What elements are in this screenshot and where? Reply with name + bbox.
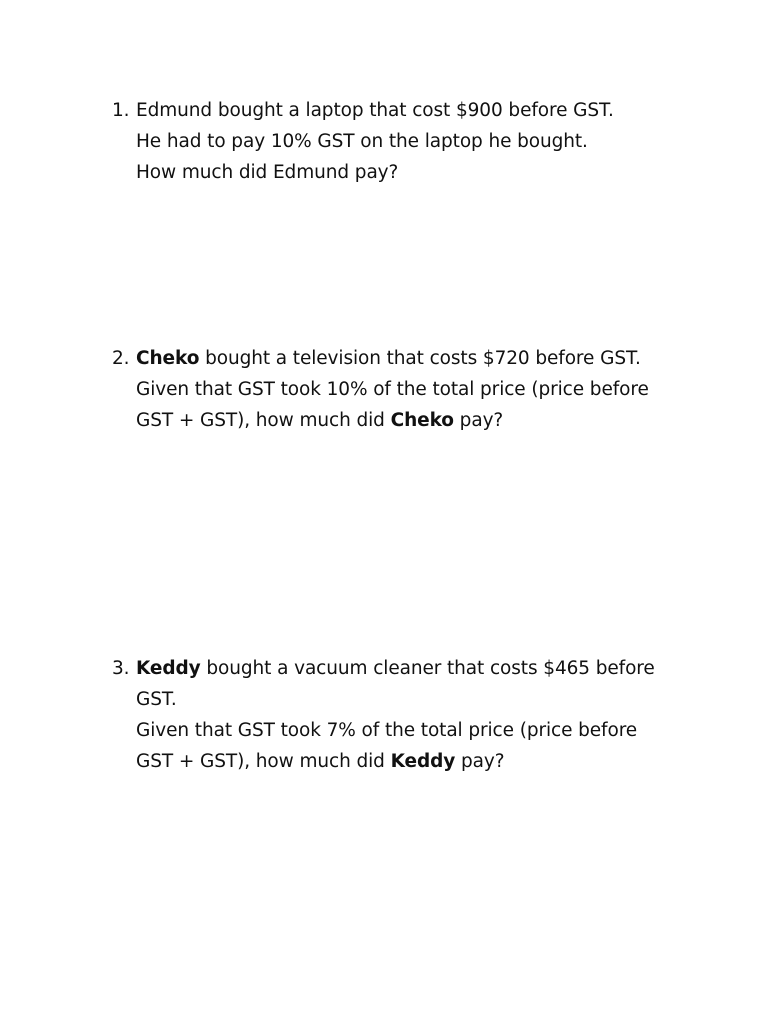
question-3-line-4 [112,746,732,777]
question-3-line-1 [112,653,732,684]
question-1-line-2 [112,126,732,157]
question-1-line-1 [112,95,732,126]
question-1 [112,95,732,188]
question-text: How much did Edmund pay? [136,162,399,183]
person-name: Keddy [136,658,201,679]
person-name: Keddy [390,751,456,772]
question-text: GST + GST), how much did [136,410,391,431]
question-text: Given that GST took 10% of the total price (price before [136,379,649,400]
question-number: 3. [112,658,130,679]
question-text: Edmund bought a laptop that cost $900 before GST. [136,100,614,121]
question-2 [112,343,732,436]
question-text: pay? [455,751,505,772]
question-text: pay? [453,410,504,431]
question-text: GST. [136,689,177,710]
person-name: Cheko [390,410,454,431]
question-text: He had to pay 10% GST on the laptop he bought. [136,131,588,152]
question-3-line-2 [112,684,732,715]
question-text: Given that GST took 7% of the total price (price before [136,720,638,741]
question-text: bought a television that costs $720 before GST. [199,348,641,369]
question-1-line-3 [112,157,732,188]
question-number: 2. [112,348,130,369]
question-number: 1. [112,100,130,121]
question-2-line-3 [112,405,732,436]
question-2-line-1 [112,343,732,374]
question-2-line-2 [112,374,732,405]
question-text: bought a vacuum cleaner that costs $465 before [200,658,655,679]
question-3-line-3 [112,715,732,746]
person-name: Cheko [136,348,200,369]
question-3 [112,653,732,777]
question-text: GST + GST), how much did [136,751,391,772]
